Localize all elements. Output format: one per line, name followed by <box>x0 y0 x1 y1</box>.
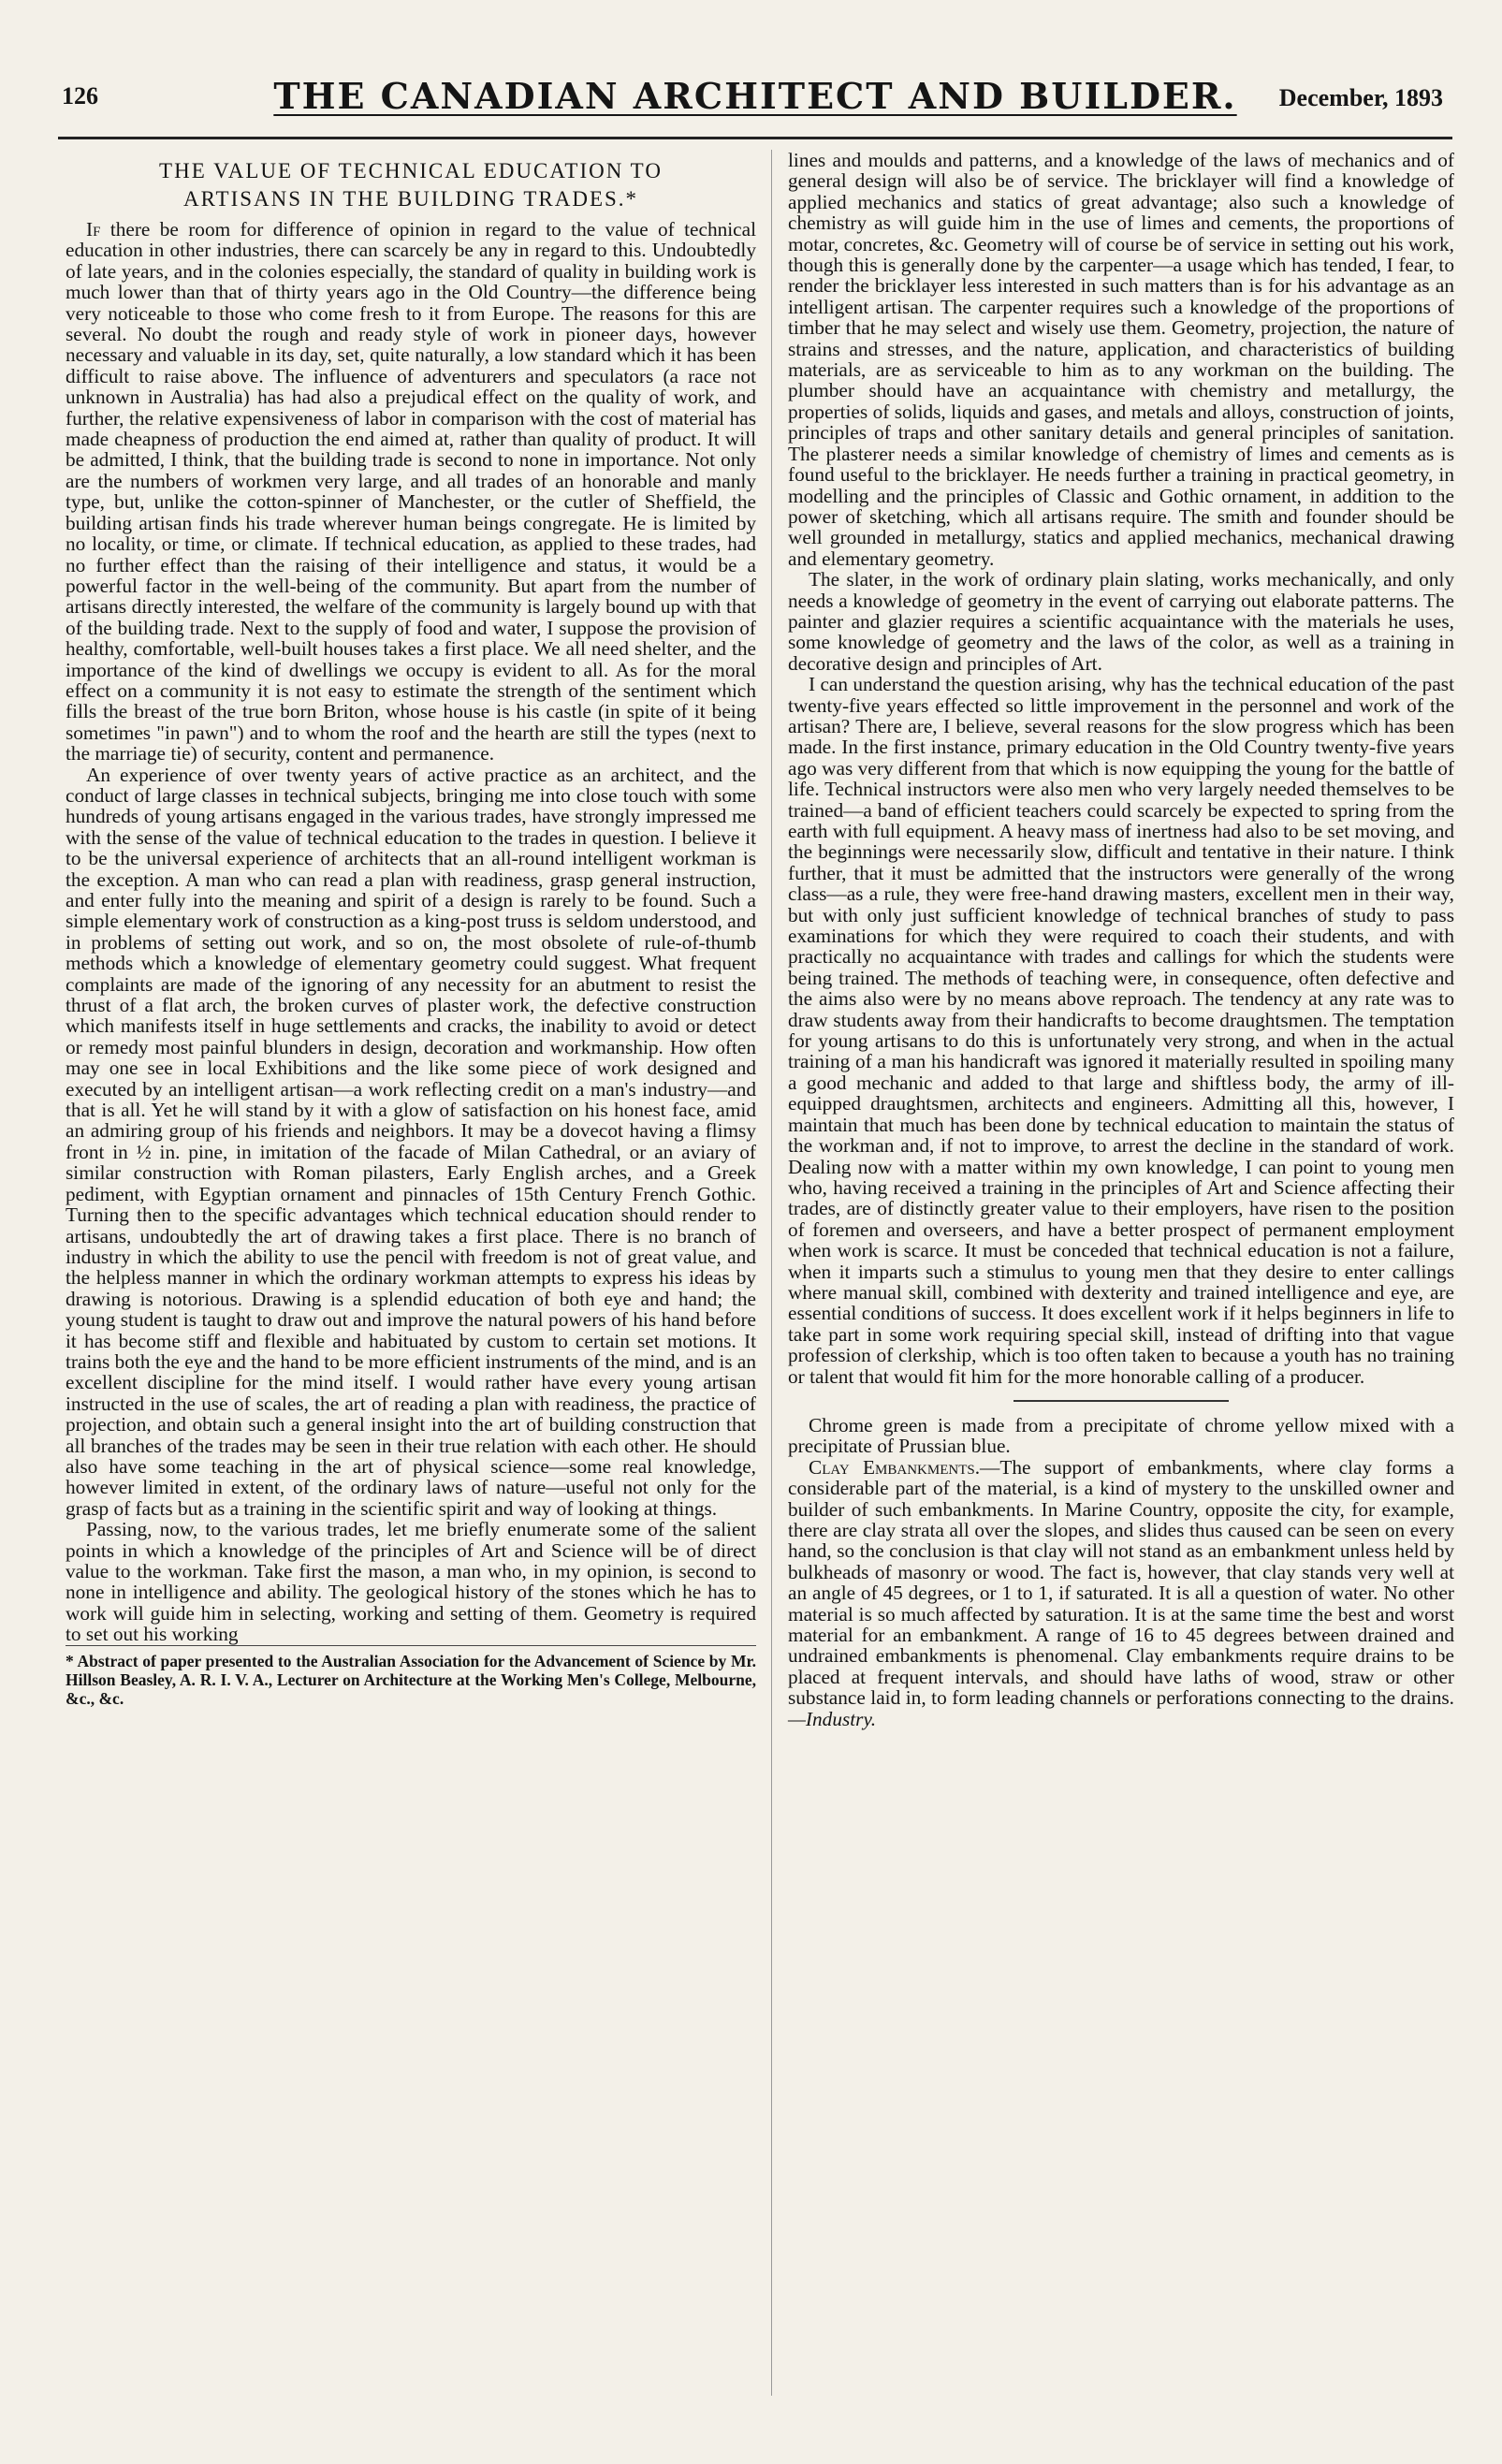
chrome-green-note: Chrome green is made from a precipitate of chrome yellow mixed with a precipitate of Prussian blue. <box>788 1413 1454 1458</box>
note-heading: Clay Embankments. <box>809 1455 981 1479</box>
article-title <box>66 157 756 213</box>
note-text: —The support of embankments, where clay forms a considerable part of the material, is a kind of mystery to the unskilled owner and builder of such embankments. In Marine Country, opposite the city, for example, there are clay strata all over the slopes, and slides thus caused can be seen on every hand, so the conclusion is that clay will not stand as an embankment unless held by bulkheads of masonry or wood. The fact is, however, that clay stands very well at an angle of 45 degrees, or 1 to 1, if saturated. It is all a question of water. No other material is so much affected by saturation. It is at the same time the best and worst material for an embankment. A range of 16 to 45 degrees between drained and undrained embankments is phenomenal. Clay embankments require drains to be placed at frequent intervals, and should have laths of wood, straw or other substance laid in, to form leading channels or perforations connecting to the drains. <box>788 1455 1454 1710</box>
page-number: 126 <box>62 82 98 109</box>
header-rule <box>58 137 1452 139</box>
paragraph-text: there be room for difference of opinion in regard to the value of technical education in other industries, there can scarcely be any in regard to this. Undoubtedly of late years, and in the colonies especially, the standard of quality in building work is much lower than that of thirty years ago in the Old Country—the difference being very noticeable to those who come fresh to it from Europe. The reasons for this are several. No doubt the rough and ready style of work in pioneer days, however necessary and valuable in its day, set, quite naturally, a low standard which it has been difficult to raise above. The influence of adventurers and speculators (a race not unknown in Australia) has had also a prejudical effect on the quality of work, and further, the relative expensiveness of labor in comparison with the cost of material has made cheapness of production the end aimed at, rather than quality of product. It will be admitted, I think, that the building trade is second to none in importance. Not only are the numbers of workmen very large, and all trades of an honorable and manly type, but, unlike the cotton-spinner of Manchester, or the cutler of Sheffield, the building artisan finds his trade wherever human beings congregate. He is limited by no locality, or time, or climate. If technical education, as applied to these trades, had no further effect than the raising of their intelligence and status, it would be a powerful factor in the well-being of the community. But apart from the number of artisans directly interested, the welfare of the community is largely bound up with that of the building trade. Next to the supply of food and water, I suppose the provision of healthy, comfortable, well-built houses takes a first place. We all need shelter, and the importance of the kind of dwellings we occupy is evident to all. As for the moral effect on a community it is not easy to estimate the strength of the sentiment which fills the breast of the true born Briton, whose house is his castle (in spite of it being sometimes "in pawn") and to whom the roof and the hearth are still the types (next to the marriage tie) of security, content and permanence. <box>66 218 756 765</box>
article-paragraph: An experience of over twenty years of active practice as an architect, and the conduct of large classes in technical subjects, bringing me into close touch with some hundreds of young artisans engaged in the various trades, have strongly impressed me with the sense of the value of technical education to the trades in question. I believe it to be the universal experience of architects that an all-round intelligent workman is the exception. A man who can read a plan with readiness, grasp general instruction, and enter fully into the meaning and spirit of a design is rarely to be found. Such a simple elementary work of construction as a king-post truss is seldom understood, and in problems of setting out work, and so on, the most obsolete of rule-of-thumb methods which a knowledge of elementary geometry could suggest. What frequent complaints are made of the ignoring of any necessity for an abutment to resist the thrust of a flat arch, the broken curves of plaster work, the defective construction which manifests itself in huge settlements and cracks, the inability to avoid or detect or remedy most painful blunders in design, decoration and workmanship. How often may one see in local Exhibitions and the like some piece of work designed and executed by an intelligent artisan—a work reflecting credit on a man's industry—and that is all. Yet he will stand by it with a glow of satisfaction on his honest face, amid an admiring group of his friends and neighbors. It may be a dovecot having a flimsy front in ½ in. pine, in imitation of the facade of Milan Cathedral, or an aviary of similar construction with Roman pilasters, Early English arches, and a Greek pediment, with Egyptian ornament and pinnacles of 15th Century French Gothic. Turning then to the specific advantages which technical education should render to artisans, undoubtedly the art of drawing takes a first place. There is no branch of industry in which the ability to use the pencil with freedom is not of great value, and the helpless manner in which the ordinary workman attempts to express his ideas by drawing is notorious. Drawing is a splendid education of both eye and hand; the young student is taught to draw out and improve the natural powers of his hand before it has become stiff and flexible and habituated by custom to certain set motions. It trains both the eye and the hand to be more efficient instruments of the mind, and is an excellent discipline for the mind itself. I would rather have every young artisan instructed in the use of scales, the art of reading a plan with readiness, the practice of projection, and obtain such a general insight into the art of building construction that all branches of the trades may be seen in their true relation with each other. He should also have some teaching in the art of physical science—some real knowledge, however limited in extent, of the ordinary laws of nature—useful not only for the grasp of facts but as a training in the scientific spirit and way of looking at things. <box>66 763 756 1520</box>
section-divider <box>1013 1400 1229 1402</box>
article-paragraph: The slater, in the work of ordinary plain slating, works mechanically, and only needs a knowledge of geometry in the event of carrying out elaborate patterns. The painter and glazier requires a scientific acquaintance with the materials he uses, some knowledge of geometry and the laws of the color, as well as a training in decorative design and principles of Art. <box>788 568 1454 675</box>
article-paragraph <box>66 219 756 765</box>
newspaper-page <box>58 56 1452 2452</box>
article-paragraph: Passing, now, to the various trades, let me briefly enumerate some of the salient points in which a knowledge of the principles of Art and Science will be of direct value to the workman. Take first the mason, a man who, in my opinion, is second to none in intelligence and ability. The geological history of the stones which he has to work will guide him in selecting, working and setting of them. Geometry is required to set out his working <box>66 1518 756 1646</box>
article-footnote: * Abstract of paper presented to the Australian Association for the Advancement of Science by Mr. Hillson Beasley, A. R. I. V. A., Lecturer on Architecture at the Working Men's College, Melbourne, &c., &c. <box>66 1645 756 1708</box>
right-column <box>788 150 1454 1729</box>
lead-word: If <box>86 218 101 241</box>
article-paragraph: I can understand the question arising, why has the technical education of the past twenty-five years effected so little improvement in the personnel and work of the artisan? There are, I believe, several reasons for the slow progress which has been made. In the first instance, primary education in the Old Country twenty-five years ago was very different from that which is now equipping the young for the battle of life. Technical instructors were also men who very largely needed themselves to be trained—a band of efficient teachers could scarcely be expected to spring from the earth with full equipment. A heavy mass of inertness had also to be set moving, and the beginnings were necessarily slow, difficult and tentative in their nature. I think further, that it must be admitted that the instructors were generally of the wrong class—as a rule, they were free-hand drawing masters, excellent men in their way, but with only just sufficient knowledge of technical branches of study to pass examinations for which they were required to coach their students, and with practically no acquaintance with trades and callings for which the students were being trained. The methods of teaching were, in consequence, often defective and the aims also were by no means above reproach. The tendency at any rate was to draw students away from their handicrafts to become draughtsmen. The temptation for young artisans to do this is unfortunately very strong, and when in the actual training of a man his handicraft was ignored it materially resulted in spoiling many a good mechanic and added to that large and shiftless body, the army of ill-equipped draughtsmen, architects and engineers. Admitting all this, however, I maintain that much has been done by technical education to maintain the status of the workman and, if not to improve, to arrest the decline in the standard of work. Dealing now with a matter within my own knowledge, I can point to young men who, having received a training in the principles of Art and Science affecting their trades, are of distinctly greater value to their employers, have risen to the position of foremen and overseers, and have a better prospect of permanent employment when work is scarce. It must be conceded that technical education is not a failure, when it imparts such a stimulus to young men that they desire to enter callings where manual skill, combined with dexterity and trained intelligence and eye, are essential conditions of success. It does excellent work if it helps beginners in life to take part in some work requiring special skill, instead of drifting into that vague profession of clerkship, which is too often taken to because a youth has no training or talent that would fit him for the more honorable calling of a producer. <box>788 673 1454 1388</box>
article-title-line-1: THE VALUE OF TECHNICAL EDUCATION TO <box>159 159 663 182</box>
article-paragraph-continued: lines and moulds and patterns, and a knowledge of the laws of mechanics and of general design will also be of service. The bricklayer will find a knowledge of applied mechanics and statics of great advantage; also such a knowledge of chemistry as will guide him in the use of limes and cements, the proportions of motar, concretes, &c. Geometry will of course be of service in setting out his work, though this is generally done by the carpenter—a usage which has tended, I fear, to render the bricklayer less interested in such matters than is for his advantage as an intelligent artisan. The carpenter requires such a knowledge of the proportions of timber that he may select and wisely use them. Geometry, projection, the nature of strains and stresses, and the nature, application, and characteristics of building materials, are as serviceable to him as to any workman on the building. The plumber should have an acquaintance with chemistry and metallurgy, the properties of solids, liquids and gases, and metals and alloys, construction of joints, principles of traps and other sanitary details and general principles of sanitation. The plasterer needs a similar knowledge of chemistry of limes and cements as is found useful to the bricklayer. He needs further a training in practical geometry, in modelling and the principles of Classic and Gothic ornament, in addition to the power of sketching, which all artisans require. The smith and founder should be well grounded in metallurgy, statics and applied mechanics, mechanical drawing and elementary geometry. <box>788 149 1454 570</box>
issue-date: December, 1893 <box>1278 84 1443 111</box>
left-column <box>66 150 756 1708</box>
article-title-line-2: ARTISANS IN THE BUILDING TRADES.* <box>182 187 639 211</box>
note-source: —Industry. <box>788 1707 877 1730</box>
journal-title: THE CANADIAN ARCHITECT AND BUILDER. <box>273 75 1237 117</box>
column-divider <box>771 150 772 2396</box>
clay-embankments-note <box>788 1457 1454 1729</box>
page-header <box>58 75 1452 131</box>
